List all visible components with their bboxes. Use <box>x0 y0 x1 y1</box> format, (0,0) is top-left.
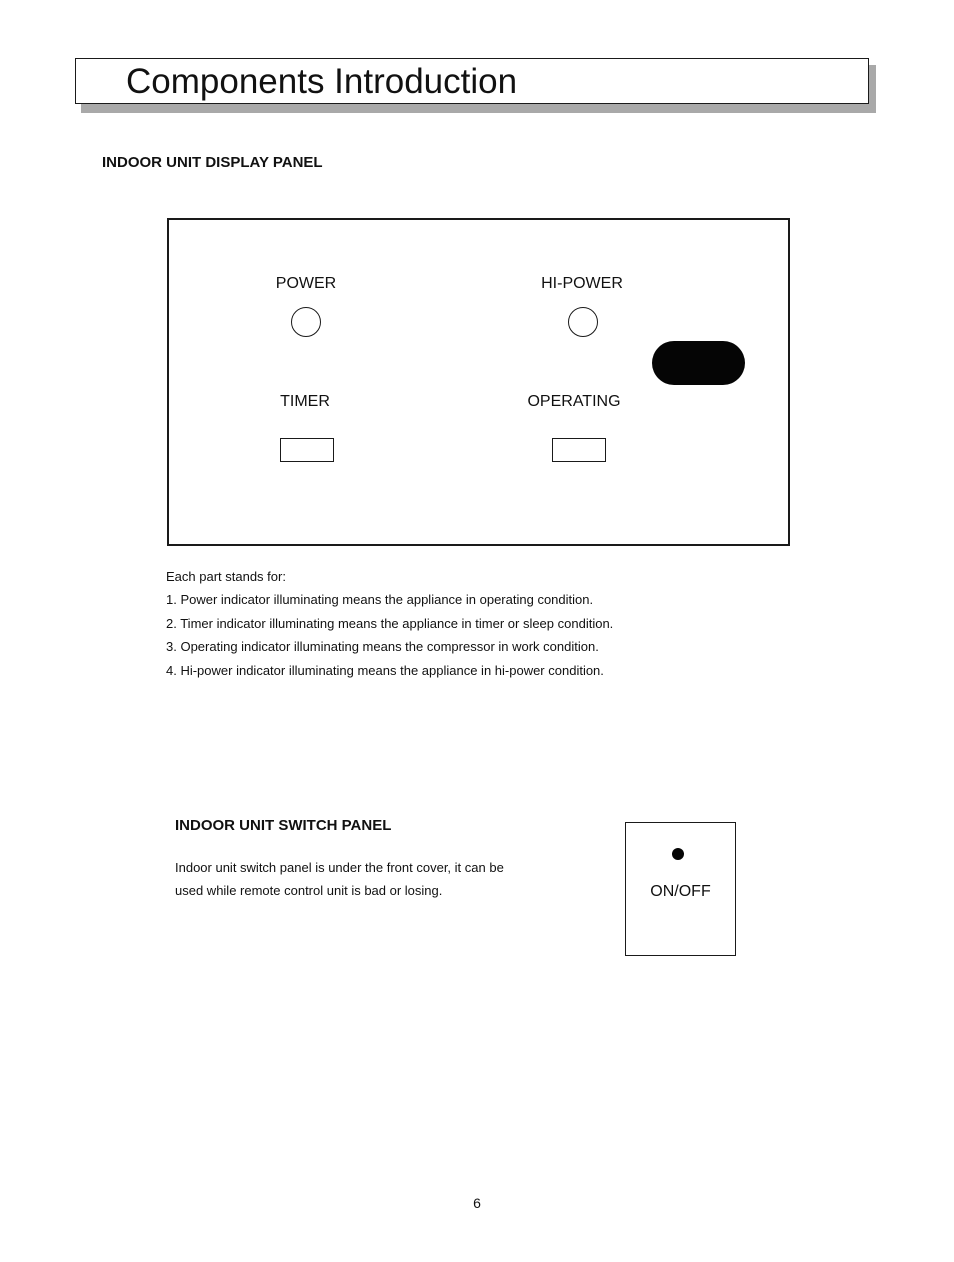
switch-panel-text: used while remote control unit is bad or losing. <box>175 883 443 898</box>
switch-panel-diagram <box>625 822 736 956</box>
hi-power-indicator-light <box>568 307 598 337</box>
page-number: 6 <box>473 1195 481 1211</box>
power-indicator-label: POWER <box>275 275 337 292</box>
operating-indicator-light <box>552 438 606 462</box>
description-item: 3. Operating indicator illuminating means the compressor in work condition. <box>166 639 599 654</box>
hi-power-indicator-label: HI-POWER <box>541 275 623 292</box>
title-box <box>75 58 869 104</box>
timer-indicator-light <box>280 438 334 462</box>
display-panel-diagram <box>167 218 790 546</box>
timer-indicator-label: TIMER <box>280 393 330 410</box>
description-item: 1. Power indicator illuminating means the appliance in operating condition. <box>166 592 594 607</box>
on-off-label: ON/OFF <box>650 883 711 900</box>
operating-indicator-label: OPERATING <box>527 393 621 410</box>
remote-signal-receiver <box>652 341 745 385</box>
switch-panel-heading: INDOOR UNIT SWITCH PANEL <box>175 817 392 834</box>
switch-panel-text: Indoor unit switch panel is under the front cover, it can be <box>175 860 504 875</box>
description-item: 2. Timer indicator illuminating means the appliance in timer or sleep condition. <box>166 616 614 631</box>
description-item: 4. Hi-power indicator illuminating means the appliance in hi-power condition. <box>166 663 604 678</box>
page-title: Components Introduction <box>126 62 518 101</box>
display-panel-heading: INDOOR UNIT DISPLAY PANEL <box>102 154 323 171</box>
power-indicator-light <box>291 307 321 337</box>
description-intro: Each part stands for: <box>166 569 286 584</box>
on-off-button <box>672 848 684 860</box>
